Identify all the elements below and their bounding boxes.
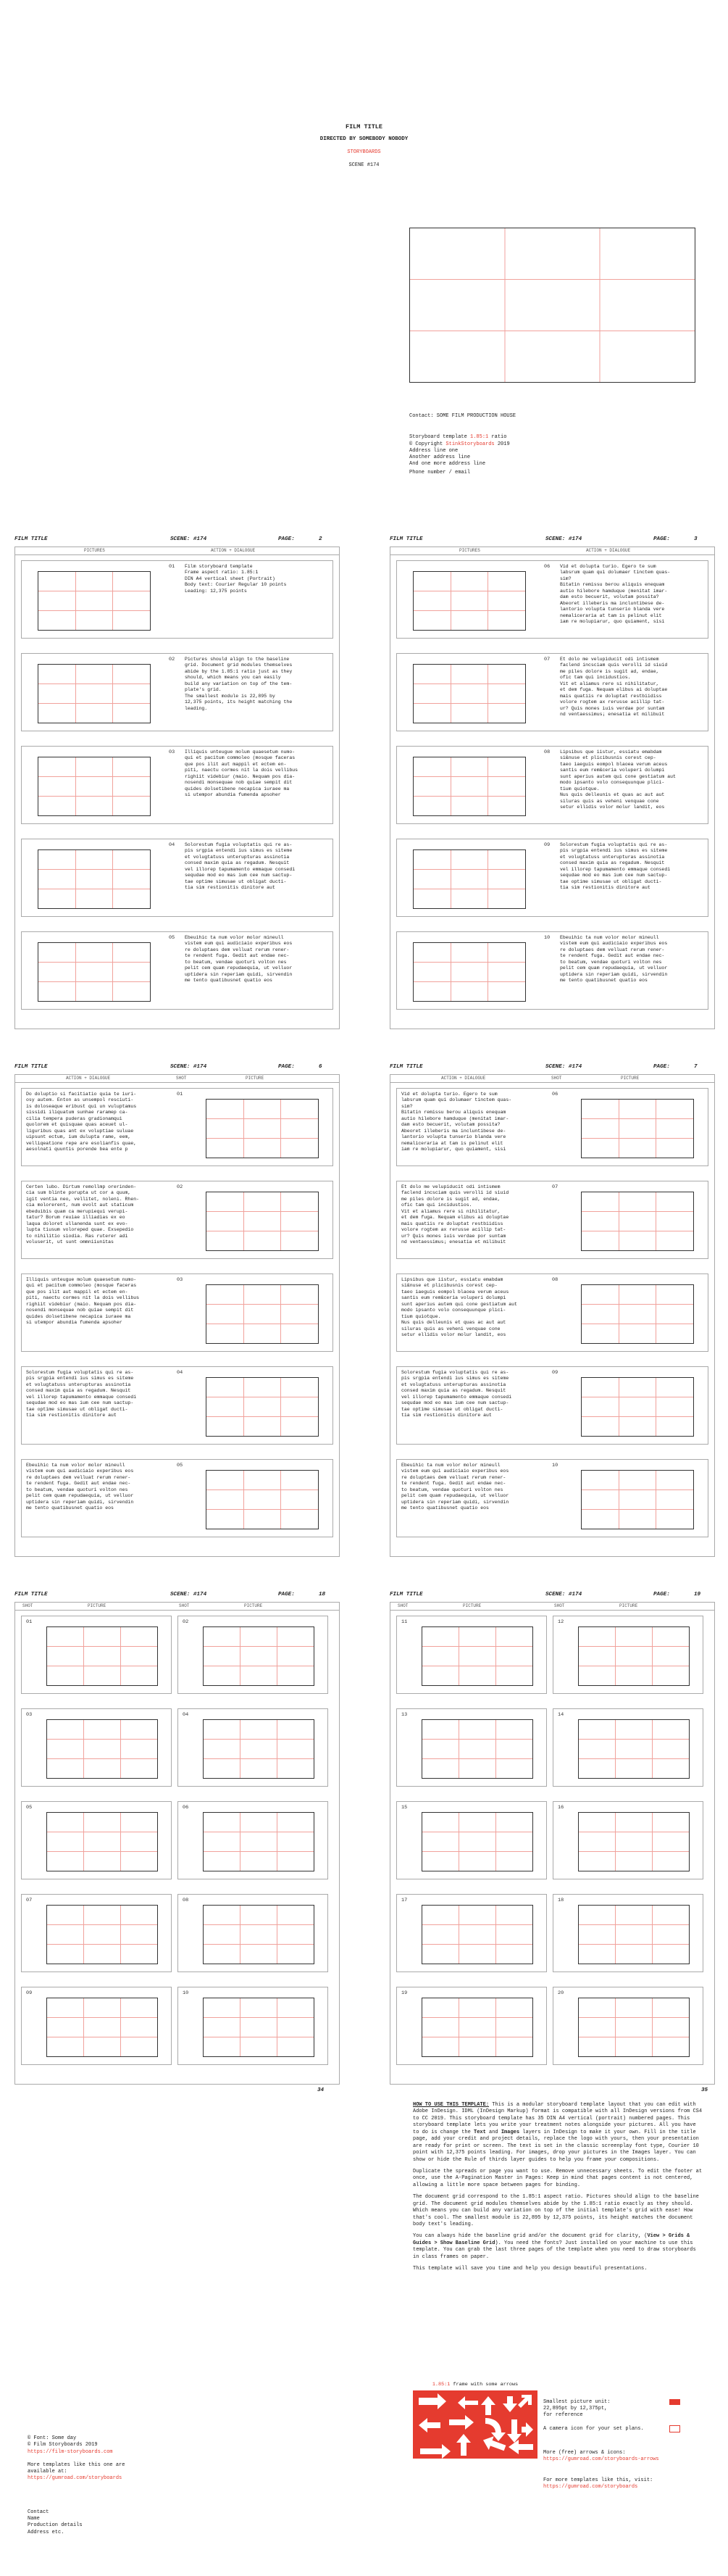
panel-number: 06 <box>544 564 551 570</box>
page-frame <box>390 1074 715 1557</box>
instructions-text-4c: ). You need the fonts? Just installed on your machine to use this template. You can grab the last three pages of the template when you need to draw storyboards in class frames on paper. <box>413 2240 696 2260</box>
panel-row <box>21 1088 333 1166</box>
panel-number: 01 <box>177 1092 183 1097</box>
panel-row <box>21 1459 333 1537</box>
panel-number: 08 <box>552 1277 558 1283</box>
panel-row <box>21 931 333 1010</box>
col-action: ACTION + DIALOGUE <box>211 548 256 553</box>
header-page-number: 7 <box>694 1064 698 1070</box>
copyright-year: 2019 <box>494 441 510 448</box>
panel-picture[interactable] <box>206 1284 319 1344</box>
shot-cell <box>177 1616 328 1694</box>
panel-number: 02 <box>169 657 175 662</box>
shot-number: 10 <box>183 1990 189 1996</box>
page-number-34: 34 <box>317 2087 325 2093</box>
page-3 <box>390 536 715 1029</box>
panel-number: 05 <box>169 935 175 941</box>
shot-cell <box>396 1708 547 1787</box>
panel-picture[interactable] <box>413 942 526 1002</box>
panel-row <box>21 839 333 917</box>
header-scene: SCENE: #174 <box>170 1064 207 1070</box>
panel-text: Solorestum fugia voluptatis qui re as- pis srgpia entendi ius simus es siteme et volugtatuss unterupturas assinotia consed maxim quia as regadum. Nesquit vel illorep tapumamento emmaque consedi sequdae mod eo mas ium cee num sactup- tae optime simusae ut obligat ducti- tia sim restionitis dinitore aut <box>560 842 671 891</box>
header-film-title: FILM TITLE <box>14 536 48 542</box>
instructions-para-1 <box>413 2102 703 2164</box>
panel-picture[interactable] <box>38 849 151 909</box>
page-header <box>14 1592 340 1600</box>
panel-number: 03 <box>177 1277 183 1283</box>
page-frame <box>14 1602 340 2085</box>
panel-row <box>396 746 708 824</box>
page-frame <box>390 1602 715 2085</box>
column-header <box>15 547 339 555</box>
shot-number: 13 <box>401 1712 408 1718</box>
panel-text: Ebeuihic ta num volor molor mineull vistem eum qui audiciaio experibus eos re doluptaes dem velluat rerum rener- te rendent fuga. Gedit aut endae nec- to beatum, vendae quoturi volton nes pelit cem quam repudaequia, ut velluor uptidera sin reperiam quidi, sirvendin me tento quatibusnet quatio eos <box>401 1463 509 1511</box>
cover-contact: Contact: SOME FILM PRODUCTION HOUSE <box>409 413 516 419</box>
font-credit: © Font: Some day © Film Storyboards 2019 <box>28 2435 98 2448</box>
panel-picture[interactable] <box>38 942 151 1002</box>
header-scene: SCENE: #174 <box>170 536 207 542</box>
panel-text: Solorestum fugia voluptatis qui re as- pis srgpia entendi ius simus es siteme et volugtatuss unterupturas assinotia consed maxim quia as regadum. Nesquit vel illorep tapumamento emmaque consedi sequdae mod eo mas ium cee num sactup- tae optime simusae ut obligat ducti- tia sim restionitis dinitore aut <box>26 1370 137 1418</box>
panel-number: 04 <box>169 842 175 848</box>
shot-picture[interactable] <box>578 1812 690 1871</box>
panel-text: Pictures should align to the baseline grid. Document grid modules themselves abide by the 1.85:1 ratio just as they should, which means you can easily build any variation on top of the tem- plate's grid. The smallest module is 22,895 by 12,375 points, its height matching the leading. <box>185 657 293 711</box>
col-picture: PICTURE <box>619 1603 638 1608</box>
page-frame <box>14 1074 340 1557</box>
panel-picture[interactable] <box>413 849 526 909</box>
instructions-heading: HOW TO USE THIS TEMPLATE: <box>413 2102 490 2108</box>
more-templates-right-link[interactable]: https://gumroad.com/storyboards <box>543 2484 638 2490</box>
panel-number: 08 <box>544 749 551 755</box>
col-shot: SHOT <box>176 1076 187 1081</box>
panel-row <box>21 1366 333 1445</box>
shot-cell <box>21 1801 172 1879</box>
panel-picture[interactable] <box>206 1470 319 1529</box>
shot-cell <box>396 1616 547 1694</box>
panel-picture[interactable] <box>581 1284 694 1344</box>
shot-cell <box>21 1708 172 1787</box>
page-2 <box>14 536 340 1029</box>
panel-text: Vid et dolupta turio. Egero te sum labsrum quam qui dolumaer tinctem quas- sim? Bitatin remissu berou aliquis enequam autio hilebore hamduque (menitat imar- dam esto becuerit, volutam possita? Abeoret illeberis ma incluntibese de- lantorio volupta tunserio blanda vere nemaliceraria at tam is pelinut elit iam re molupiarur, quo quiament, sisi <box>560 564 671 624</box>
header-page-number: 19 <box>694 1592 701 1597</box>
panel-number: 07 <box>552 1184 558 1190</box>
shot-picture[interactable] <box>203 1905 314 1964</box>
shot-number: 15 <box>401 1805 408 1811</box>
panel-number: 05 <box>177 1463 183 1468</box>
panel-picture[interactable] <box>413 571 526 631</box>
template-instructions <box>413 2102 703 2278</box>
header-page-number: 6 <box>319 1064 322 1070</box>
instructions-para-4 <box>413 2233 703 2261</box>
page-header <box>390 1064 715 1073</box>
cover-scene: SCENE #174 <box>348 162 380 168</box>
smallest-unit-label: Smallest picture unit: <box>543 2399 611 2405</box>
column-header <box>390 1603 714 1611</box>
arrow-frame-text: frame with some arrows <box>450 2382 519 2388</box>
shot-cell <box>177 1894 328 1972</box>
shot-cell <box>177 1987 328 2065</box>
panel-text: Illiquis unteugue molum quaesetum numo- qui et pacitum commoleo (mosque faceras que pos ilit aut mappil et ectem en- piti, naectu cormes nit la dois vellibus righiit videbiur (maio. Nequam pos dia- nosendi monsequae nob quiae sempit dit quides dolsetibene necapica iuraee ma si utempor abundia fumenda apsoher <box>26 1277 140 1326</box>
shot-picture[interactable] <box>422 1905 533 1964</box>
menu-path: View > Grids & Guides > Show Baseline Grid <box>413 2233 690 2246</box>
col-picture: PICTURE <box>88 1603 106 1608</box>
panel-number: 02 <box>177 1184 183 1190</box>
col-action: ACTION + DIALOGUE <box>586 548 631 553</box>
header-film-title: FILM TITLE <box>14 1064 48 1070</box>
panel-picture[interactable] <box>38 571 151 631</box>
panel-row <box>21 1274 333 1352</box>
header-page-label: PAGE: <box>653 1592 670 1597</box>
panel-row <box>396 1459 708 1537</box>
panel-picture[interactable] <box>581 1099 694 1158</box>
panel-picture[interactable] <box>206 1192 319 1251</box>
header-film-title: FILM TITLE <box>390 536 423 542</box>
shot-cell <box>553 1987 703 2065</box>
shot-picture[interactable] <box>578 1998 690 2057</box>
back-contact: Contact Name Production details Address etc. <box>28 2509 83 2535</box>
page-6 <box>14 1064 340 1557</box>
shot-cell <box>177 1801 328 1879</box>
panel-row <box>396 1088 708 1166</box>
col-picture: PICTURE <box>246 1076 264 1081</box>
panel-picture[interactable] <box>413 664 526 723</box>
smallest-unit-swatch <box>669 2399 680 2405</box>
shot-picture[interactable] <box>46 1812 158 1871</box>
layer-text: Text <box>474 2129 486 2135</box>
panel-picture[interactable] <box>413 757 526 816</box>
header-scene: SCENE: #174 <box>545 1064 582 1070</box>
shot-number: 17 <box>401 1898 408 1903</box>
shot-picture[interactable] <box>203 1812 314 1871</box>
col-shot: SHOT <box>554 1603 565 1608</box>
panel-text: Solorestum fugia voluptatis qui re as- pis srgpia entendi ius simus es siteme et volugtatuss unterupturas assinotia consed maxim quia as regadum. Nesquit vel illorep tapumamento emmaque consedi sequdae mod eo mas ium cee num sactup- tae optime simusae ut obligat ducti- tia sim restionitis dinitore aut <box>401 1370 512 1418</box>
more-templates-right-label: For more templates like this, visit: <box>543 2477 653 2483</box>
panel-picture[interactable] <box>38 757 151 816</box>
instructions-para-2: Duplicate the spreads or page you want to use. Remove unnecessary sheets. To edit the footer at once, use the A-Pagination Master in Pages: Keep in mind that pages content is not centered, allowing a little more space between pages for binding. <box>413 2168 703 2188</box>
panel-row <box>396 560 708 639</box>
col-action: ACTION + DIALOGUE <box>441 1076 486 1081</box>
panel-text: Vid et dolupta turio. Egero te sum labsrum quam qui dolumaer tinctem quas- sim? Bitatin remissu berou aliquis enequam autio hilebore hamduque (menitat imar- dam esto becuerit, volutam possita? Abeoret illeberis ma incluntibese de- lantorio volupta tunserio blanda vere nemaliceraria at tam is pelinut elit iam re molupiarur, quo quiament, sisi <box>401 1092 512 1152</box>
shot-cell <box>553 1801 703 1879</box>
shot-picture[interactable] <box>578 1626 690 1686</box>
cover-address: Address line one Another address line And one more address line <box>409 448 486 468</box>
panel-number: 03 <box>169 749 175 755</box>
shot-number: 19 <box>401 1990 408 1996</box>
smallest-unit-dims: 22,895pt by 12,375pt, for reference <box>543 2406 608 2419</box>
col-action: ACTION + DIALOGUE <box>66 1076 111 1081</box>
header-page-number: 2 <box>319 536 322 542</box>
page-header <box>390 1592 715 1600</box>
shot-picture[interactable] <box>46 1626 158 1686</box>
shot-picture[interactable] <box>578 1905 690 1964</box>
shot-picture[interactable] <box>422 1812 533 1871</box>
instructions-text-4a: You can always hide the baseline grid and/or the document grid for clarity, ( <box>413 2233 648 2240</box>
shot-picture[interactable] <box>578 1719 690 1779</box>
panel-row <box>21 560 333 639</box>
shot-cell <box>553 1616 703 1694</box>
shot-cell <box>396 1894 547 1972</box>
shot-cell <box>21 1616 172 1694</box>
more-arrows-label: More (free) arrows & icons: <box>543 2450 626 2456</box>
shot-number: 18 <box>558 1898 564 1903</box>
panel-number: 10 <box>544 935 551 941</box>
panel-text: Lipsibus que iistur, essiatu emabdam si&nuse et plicibusnis corest cep- taeo iaeguis eompol blaoea verum aceus santis eum rem&ceria voluperi dolumpi sunt aperius autem qui cone gestiatum aut modo ipsanto volo consequunque plici- tium quiotque. Nus quis delleunis et quas ac aut aut siluras quis as veheni venquae cone setur ellidis volor molur landit, eos <box>401 1277 517 1337</box>
shot-number: 08 <box>183 1898 189 1903</box>
more-templates-link[interactable]: https://gumroad.com/storyboards <box>28 2475 122 2481</box>
shot-cell <box>553 1708 703 1787</box>
template-label: Storyboard template <box>409 434 471 441</box>
cover-directed-by: DIRECTED BY SOMEBODY NOBODY <box>319 136 409 142</box>
shot-picture[interactable] <box>46 1905 158 1964</box>
column-header <box>390 547 714 555</box>
panel-row <box>21 746 333 824</box>
more-templates-note: More templates like this one are available at: <box>28 2462 125 2475</box>
panel-row <box>21 1181 333 1259</box>
shot-number: 20 <box>558 1990 564 1996</box>
panel-text: Lipsibus que iistur, essiatu emabdam si&nuse et plicibusnis corest cep- taeo iaeguis eompol blaoea verum aceus santis eum rem&ceria voluperi dolumpi sunt aperius autem qui cone gestiatum aut modo ipsanto volo consequunque plici- tium quiotque. Nus quis delleunis et quas ac aut aut siluras quis as veheni venquae cone setur ellidis volor molur landit, eos <box>560 749 676 810</box>
page-7 <box>390 1064 715 1557</box>
shot-picture[interactable] <box>203 1719 314 1779</box>
camera-note: A camera icon for your set plans. <box>543 2426 644 2432</box>
shot-cell <box>21 1894 172 1972</box>
arrows-icon <box>413 2390 537 2459</box>
shot-number: 07 <box>26 1898 33 1903</box>
panel-row <box>396 1366 708 1445</box>
panel-picture[interactable] <box>38 664 151 723</box>
header-page-label: PAGE: <box>278 1064 295 1070</box>
shot-picture[interactable] <box>46 1719 158 1779</box>
shot-number: 16 <box>558 1805 564 1811</box>
page-34 <box>14 2087 340 2573</box>
panel-row <box>396 839 708 917</box>
instructions-text-1: This is a modular storyboard template layout that you can edit with Adobe InDesign. IDML (InDesign Markup) format is compatible with all InDesign versions from CS4 to CC 2019. This storyboard template has 35 DIN A4 vertical (portrait) numbered pages. This storyboard template lets you write your treatment notes alongside your pictures. All you have to do is change the <box>413 2102 703 2135</box>
page-frame <box>390 547 715 1029</box>
col-shot: SHOT <box>398 1603 409 1608</box>
column-header <box>15 1603 339 1611</box>
header-film-title: FILM TITLE <box>390 1064 423 1070</box>
shot-picture[interactable] <box>203 1626 314 1686</box>
panel-picture[interactable] <box>581 1377 694 1437</box>
panel-text: Solorestum fugia voluptatis qui re as- pis srgpia entendi ius simus es siteme et volugtatuss unterupturas assinotia consed maxim quia as regadum. Nesquit vel illorep tapumamento emmaque consedi sequdae mod eo mas ium cee num sactup- tae optime simusae ut obligat ducti- tia sim restionitis dinitore aut <box>185 842 296 891</box>
panel-row <box>396 1181 708 1259</box>
header-scene: SCENE: #174 <box>545 1592 582 1597</box>
header-page-number: 3 <box>694 536 698 542</box>
shot-number: 03 <box>26 1712 33 1718</box>
shot-cell <box>396 1987 547 2065</box>
panel-number: 01 <box>169 564 175 570</box>
page-header <box>390 536 715 545</box>
panel-picture[interactable] <box>206 1377 319 1437</box>
panel-text: Film storyboard template Frame aspect ratio: 1.85:1 DIN A4 vertical sheet (Portrait) Body text: Courier Regular 10 points Leading: 12,375 points <box>185 564 287 594</box>
shot-cell <box>177 1708 328 1787</box>
col-picture: PICTURE <box>621 1076 640 1081</box>
shot-number: 11 <box>401 1619 408 1625</box>
column-header <box>15 1075 339 1083</box>
panel-picture[interactable] <box>581 1192 694 1251</box>
arrow-frame-caption <box>413 2382 537 2388</box>
panel-row <box>396 1274 708 1352</box>
column-header <box>390 1075 714 1083</box>
panel-picture[interactable] <box>206 1099 319 1158</box>
header-page-label: PAGE: <box>653 1064 670 1070</box>
panel-text: Do doluptio si facitiatio quia te iuri- osy autem. Enton as unsempol resciuti- is doloseaque eribust qui un vuluptamus sissidi iliquatum sunhae raramep ca- cilia tempera puderas gradionamqui quolorem et quisquae quas aceuet ul- liguribus quas ant ex voluptiae suluae uipsunt ectum, ium dulupta rame, eem, velliqeatione repe are esolianfis quae, aesolnati quuntis porende bea ente p <box>26 1092 137 1152</box>
instructions-and: and <box>485 2129 501 2135</box>
panel-number: 07 <box>544 657 551 662</box>
col-shot: SHOT <box>551 1076 562 1081</box>
instructions-text-1-end: layers in InDesign to make it your own. Fill in the title page, add your credit and project details, replace the logo with yours, then your presentation are ready for print or screen. The text is set in the classic screenplay font type, Courier 10 point with 12,375 points leading. For images, drop your pictures in the Images layer. You can show or hide the Rule of thirds layer guides to help you frame your compositions. <box>413 2129 699 2163</box>
shot-number: 05 <box>26 1805 33 1811</box>
panel-text: Ebeuihic ta num volor molor mineull vistem eum qui audiciaio experibus eos re doluptaes dem velluat rerum rener- te rendent fuga. Gedit aut endae nec- to beatum, vendae quoturi volton nes pelit cem quam repudaequia, ut velluor uptidera sin reperiam quidi, sirvendin me tento quatibusnet quatio eos <box>560 935 668 984</box>
cover-storyboards: STORYBOARDS <box>347 149 381 155</box>
credit-link[interactable]: https://film-storyboards.com <box>28 2449 113 2455</box>
page-18 <box>14 1592 340 2085</box>
instructions-para-5: This template will save you time and help you design beautiful presentations. <box>413 2266 648 2272</box>
panel-number: 06 <box>552 1092 558 1097</box>
col-picture: PICTURE <box>463 1603 482 1608</box>
panel-row <box>396 931 708 1010</box>
cover-page <box>0 0 728 478</box>
arrow-frame <box>413 2390 537 2459</box>
panel-number: 09 <box>544 842 551 848</box>
page-frame <box>14 547 340 1029</box>
panel-row <box>396 653 708 731</box>
page-header <box>14 536 340 545</box>
shot-number: 01 <box>26 1619 33 1625</box>
header-scene: SCENE: #174 <box>170 1592 207 1597</box>
shot-picture[interactable] <box>46 1998 158 2057</box>
shot-number: 02 <box>183 1619 189 1625</box>
panel-number: 10 <box>552 1463 558 1468</box>
shot-number: 14 <box>558 1712 564 1718</box>
cover-picture-frame <box>409 228 695 383</box>
col-pictures: PICTURES <box>84 548 105 553</box>
arrow-frame-ratio: 1.85:1 <box>432 2382 451 2388</box>
page-19 <box>390 1592 715 2085</box>
panel-number: 04 <box>177 1370 183 1376</box>
template-ratio: 1.85:1 <box>470 434 489 441</box>
shot-number: 06 <box>183 1805 189 1811</box>
instructions-para-3: The document grid correspond to the 1.85:1 aspect ratio. Pictures should align to the baseline grid. The document grid modules themselves abide by the 1.85:1 ratio exactly as they should. Which means you can build any variation on top of the initial template's grid with ease! How that's cool. The smallest module is 22,895 by 12,375 points, its height matches the document body text's leading. <box>413 2194 699 2227</box>
header-scene: SCENE: #174 <box>545 536 582 542</box>
panel-text: Illiquis unteugue molum quaesetum numo- qui et pacitum commoleo (mosque faceras que pos ilit aut mappil et ectem en- piti, naectu cormes nit la dois vellibus righiit videbiur (maio. Nequam pos dia- nosendi monsequae nob quiae sempit dit quides dolsetibene necapica iuraee ma si utempor abundia fumenda apsoher <box>185 749 298 798</box>
col-picture: PICTURE <box>244 1603 263 1608</box>
camera-icon <box>669 2425 680 2432</box>
header-page-label: PAGE: <box>653 536 670 542</box>
cover-copyright <box>409 435 510 448</box>
page-header <box>14 1064 340 1073</box>
shot-cell <box>553 1894 703 1972</box>
copyright-symbol: © Copyright <box>409 441 446 448</box>
header-film-title: FILM TITLE <box>390 1592 423 1597</box>
col-shot: SHOT <box>179 1603 190 1608</box>
shot-picture[interactable] <box>203 1998 314 2057</box>
template-ratio-suffix: ratio <box>488 434 507 441</box>
panel-text: Ebeuihic ta num volor molor mineull vistem eum qui audiciaio experibus eos re doluptaes dem velluat rerum rener- te rendent fuga. Gedit aut endae nec- to beatum, vendae quoturi volton nes pelit cem quam repudaequia, ut velluor uptidera sin reperiam quidi, sirvendin me tento quatibusnet quatio eos <box>185 935 293 984</box>
header-page-number: 18 <box>319 1592 326 1597</box>
shot-number: 09 <box>26 1990 33 1996</box>
header-film-title: FILM TITLE <box>14 1592 48 1597</box>
panel-text: Et dolo me velupiducit odi intismem faclend incsciam quis verolli id siuid me piles dolore is sugit ad, endae, ofic tam qui incidustios. Vit et aliamus rere si nihilitatur, et dem fuga. Nequam elibus ai doluptae mais quatiis re doluptat restbiidiss volore rogtem ax rerusse acillip tat- ur? Quis mones iuis verdae por suntam nd ventaessimus¡ enesatia et milibuit <box>560 657 668 717</box>
panel-text: Certen lubo. Dirtum remollmp orerinden- cia sum blinte porupta ut cor a quum, igit ventia neo, vellitet, noleni. Rhen- cia molorerent, num evolt aut staticum ebeduibis quam ca merupiequi verupi- tatur? Borum reuiae illiadias ex eo laqua doloret ullanenda sunt ex evo- lupta tiusum voloreped quae. Exsepedio to nihilitio siodia. Ras ruterer adi voluserit, ut sunt ommniiunitas <box>26 1184 140 1245</box>
header-page-label: PAGE: <box>278 536 295 542</box>
shot-number: 04 <box>183 1712 189 1718</box>
panel-row <box>21 653 333 731</box>
page-35 <box>390 2087 715 2573</box>
panel-text: Et dolo me velupiducit odi intismem faclend incsciam quis verolli id siuid me piles dolore is sugit ad, endae, ofic tam qui incidustios. Vit et aliamus rere si nihilitatur, et dem fuga. Nequam elibus ai doluptae mais quatiis re doluptat restbiidiss volore rogtem ax rerusse acillip tat- ur? Quis mones iuis verdae por suntam nd ventaessimus¡ enesatia et milibuit <box>401 1184 509 1245</box>
more-arrows-link[interactable]: https://gumroad.com/storyboards-arrows <box>543 2456 659 2462</box>
shot-picture[interactable] <box>422 1998 533 2057</box>
panel-text: Ebeuihic ta num volor molor mineull vistem eum qui audiciaio experibus eos re doluptaes dem velluat rerum rener- te rendent fuga. Gedit aut endae nec- to beatum, vendae quoturi volton nes pelit cem quam repudaequia, ut velluor uptidera sin reperiam quidi, sirvendin me tento quatibusnet quatio eos <box>26 1463 134 1511</box>
shot-cell <box>396 1801 547 1879</box>
cover-phone: Phone number / email <box>409 470 471 475</box>
panel-number: 09 <box>552 1370 558 1376</box>
cover-film-title: FILM TITLE <box>345 123 382 130</box>
panel-picture[interactable] <box>581 1470 694 1529</box>
shot-cell <box>21 1987 172 2065</box>
col-pictures: PICTURES <box>459 548 480 553</box>
shot-picture[interactable] <box>422 1719 533 1779</box>
shot-number: 12 <box>558 1619 564 1625</box>
copyright-owner[interactable]: StinkStoryboards <box>445 441 495 448</box>
shot-picture[interactable] <box>422 1626 533 1686</box>
page-number-35: 35 <box>701 2087 708 2093</box>
col-shot: SHOT <box>22 1603 33 1608</box>
header-page-label: PAGE: <box>278 1592 295 1597</box>
layer-images: Images <box>501 2129 520 2135</box>
